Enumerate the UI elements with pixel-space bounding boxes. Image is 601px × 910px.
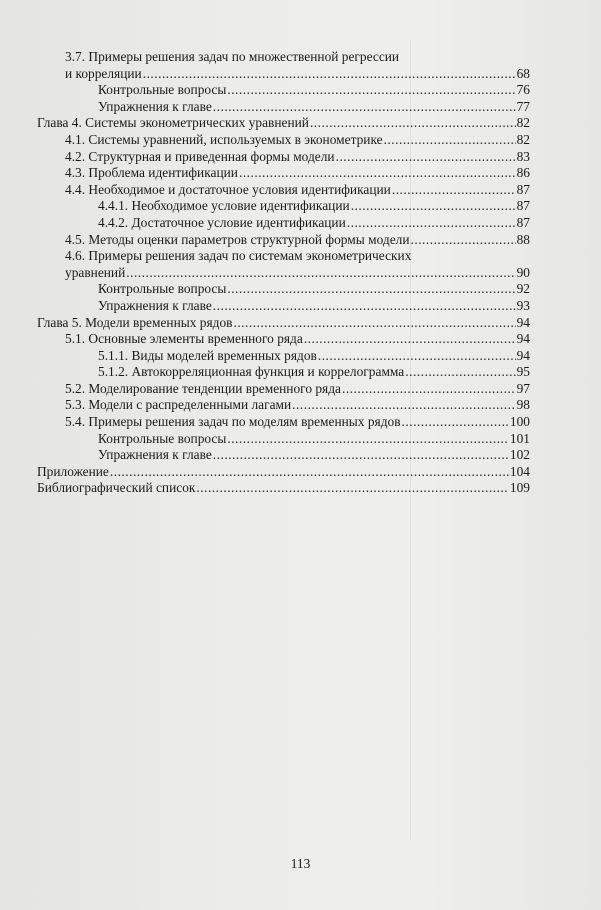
toc-entry-row <box>65 414 530 431</box>
toc-entry-label: 5.4. Примеры решения задач по моделям временных рядов <box>65 414 401 430</box>
toc-entry-row <box>65 331 530 348</box>
dot-leader <box>196 480 508 497</box>
toc-entry-label: и корреляции <box>65 65 142 81</box>
toc-entry-row <box>98 281 530 298</box>
toc-entry-row <box>98 431 530 448</box>
dot-leader <box>213 298 516 315</box>
toc-entry-page: 88 <box>516 231 530 247</box>
toc-entry-row <box>65 265 530 282</box>
toc-entry-page: 68 <box>516 65 530 81</box>
toc-entry-label: 4.3. Проблема идентификации <box>65 165 238 181</box>
toc-entry[interactable] <box>37 348 530 365</box>
toc-entry-page: 109 <box>509 480 530 496</box>
toc-entry-row <box>65 182 530 199</box>
dot-leader <box>384 132 516 149</box>
toc-entry[interactable] <box>37 132 530 149</box>
dot-leader <box>318 348 516 365</box>
dot-leader <box>392 182 516 199</box>
toc-entry-page: 97 <box>516 380 530 396</box>
toc-entry[interactable] <box>37 381 530 398</box>
toc-entry-label: Контрольные вопросы <box>98 82 227 98</box>
dot-leader <box>347 215 516 232</box>
toc-entry-label: Библиографический список <box>37 480 196 496</box>
toc-entry[interactable] <box>37 414 530 431</box>
toc-entry[interactable] <box>37 49 530 82</box>
toc-entry-label: уравнений <box>65 264 126 280</box>
dot-leader <box>227 281 515 298</box>
toc-entry[interactable] <box>37 149 530 166</box>
toc-entry-label: 5.2. Моделирование тенденции временного ряда <box>65 380 341 396</box>
toc-entry-row <box>98 447 530 464</box>
toc-entry[interactable] <box>37 99 530 116</box>
toc-entry-label: Контрольные вопросы <box>98 281 227 297</box>
toc-entry-page: 94 <box>516 331 530 347</box>
toc-entry[interactable] <box>37 331 530 348</box>
dot-leader <box>213 447 509 464</box>
toc-entry-label: 5.1. Основные элементы временного ряда <box>65 331 303 347</box>
toc-entry-label: 5.1.2. Автокорреляционная функция и коррелограмма <box>98 364 405 380</box>
toc-entry-label: 5.3. Модели с распределенными лагами <box>65 397 292 413</box>
toc-entry-page: 92 <box>516 281 530 297</box>
dot-leader <box>304 331 516 348</box>
toc-entry-page: 102 <box>509 447 530 463</box>
toc-entry-row <box>98 198 530 215</box>
toc-entry-page: 100 <box>509 414 530 430</box>
toc-entry-row <box>65 132 530 149</box>
toc-entry-row <box>98 348 530 365</box>
dot-leader <box>110 464 509 481</box>
toc-entry-row <box>37 315 530 332</box>
toc-entry-label: Упражнения к главе <box>98 297 212 313</box>
toc-entry-page: 90 <box>516 264 530 280</box>
toc-entry[interactable] <box>37 298 530 315</box>
toc-entry[interactable] <box>37 165 530 182</box>
dot-leader <box>227 431 509 448</box>
table-of-contents <box>37 49 530 497</box>
toc-entry-page: 77 <box>516 98 530 114</box>
toc-entry-row <box>37 115 530 132</box>
toc-entry-label: Упражнения к главе <box>98 98 212 114</box>
toc-entry-label: Упражнения к главе <box>98 447 212 463</box>
toc-entry[interactable] <box>37 248 530 281</box>
toc-entry-title-line: 4.6. Примеры решения задач по системам эконометрических <box>65 248 412 264</box>
toc-entry-label: 4.1. Системы уравнений, используемых в эконометрике <box>65 131 383 147</box>
toc-entry-label: Приложение <box>37 463 109 479</box>
dot-leader <box>402 414 509 431</box>
dot-leader <box>143 66 516 83</box>
toc-entry-row <box>98 364 530 381</box>
dot-leader <box>351 198 516 215</box>
toc-entry-row <box>65 165 530 182</box>
toc-entry[interactable] <box>37 232 530 249</box>
toc-entry[interactable] <box>37 198 530 215</box>
toc-entry-page: 87 <box>516 181 530 197</box>
toc-entry[interactable] <box>37 364 530 381</box>
toc-entry[interactable] <box>37 464 530 481</box>
toc-entry[interactable] <box>37 431 530 448</box>
toc-entry[interactable] <box>37 397 530 414</box>
toc-entry-row <box>65 232 530 249</box>
dot-leader <box>126 265 515 282</box>
toc-entry-label: 4.2. Структурная и приведенная формы модели <box>65 148 335 164</box>
dot-leader <box>310 115 516 132</box>
toc-entry-row <box>65 381 530 398</box>
toc-entry-label: 4.4.1. Необходимое условие идентификации <box>98 198 350 214</box>
toc-entry-label: 5.1.1. Виды моделей временных рядов <box>98 347 317 363</box>
toc-entry-page: 76 <box>516 82 530 98</box>
toc-entry-page: 101 <box>509 430 530 446</box>
toc-entry-row <box>98 215 530 232</box>
toc-entry[interactable] <box>37 480 530 497</box>
toc-entry-page: 94 <box>516 314 530 330</box>
toc-entry-label: Глава 5. Модели временных рядов <box>37 314 233 330</box>
toc-entry-page: 94 <box>516 347 530 363</box>
toc-entry-page: 82 <box>516 131 530 147</box>
toc-entry-page: 83 <box>516 148 530 164</box>
toc-entry[interactable] <box>37 315 530 332</box>
toc-entry[interactable] <box>37 82 530 99</box>
toc-entry-page: 95 <box>516 364 530 380</box>
dot-leader <box>213 99 516 116</box>
toc-entry-row <box>37 464 530 481</box>
toc-entry[interactable] <box>37 447 530 464</box>
page-number: 113 <box>290 856 311 871</box>
toc-entry-page: 86 <box>516 165 530 181</box>
toc-entry[interactable] <box>37 281 530 298</box>
toc-entry[interactable] <box>37 215 530 232</box>
toc-entry-page: 93 <box>516 297 530 313</box>
toc-entry-page: 82 <box>516 115 530 131</box>
toc-entry[interactable] <box>37 182 530 199</box>
dot-leader <box>405 364 515 381</box>
toc-entry-label: 4.4.2. Достаточное условие идентификации <box>98 214 346 230</box>
toc-entry-title-line: 3.7. Примеры решения задач по множественной регрессии <box>65 49 400 64</box>
toc-entry-row <box>65 149 530 166</box>
dot-leader <box>411 232 516 249</box>
toc-entry-page: 87 <box>516 214 530 230</box>
toc-entry-row <box>65 66 530 83</box>
toc-entry-page: 104 <box>509 463 530 479</box>
dot-leader <box>233 315 515 332</box>
dot-leader <box>342 381 516 398</box>
toc-entry-label: Контрольные вопросы <box>98 430 227 446</box>
toc-entry-label: 4.4. Необходимое и достаточное условия идентификации <box>65 181 391 197</box>
toc-entry-label: 4.5. Методы оценки параметров структурной формы модели <box>65 231 410 247</box>
toc-entry-row <box>98 99 530 116</box>
dot-leader <box>292 397 515 414</box>
toc-entry-row <box>65 397 530 414</box>
toc-entry-row <box>37 480 530 497</box>
toc-entry-page: 98 <box>516 397 530 413</box>
toc-entry-page: 87 <box>516 198 530 214</box>
toc-entry-label: Глава 4. Системы эконометрических уравнений <box>37 115 309 131</box>
toc-entry[interactable] <box>37 115 530 132</box>
dot-leader <box>239 165 516 182</box>
toc-entry-row <box>98 298 530 315</box>
toc-entry-row <box>98 82 530 99</box>
dot-leader <box>227 82 515 99</box>
dot-leader <box>336 149 516 166</box>
